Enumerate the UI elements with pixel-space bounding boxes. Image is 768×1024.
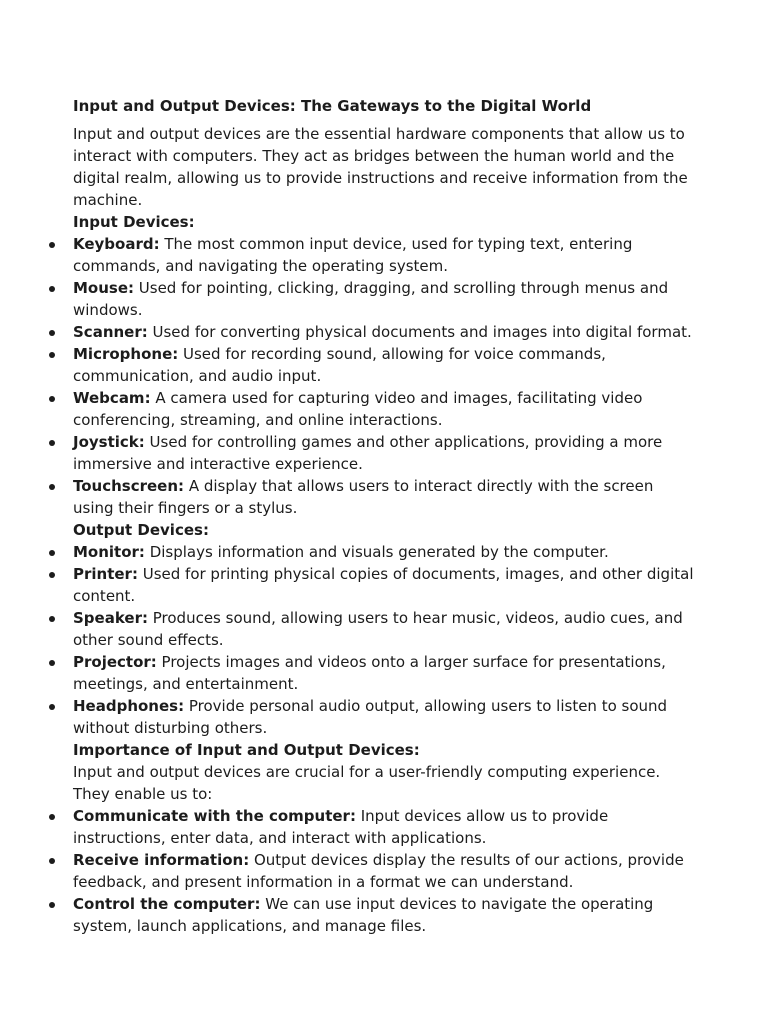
- item-term: Communicate with the computer:: [73, 807, 356, 825]
- bullet-icon: [49, 858, 55, 864]
- item-text: We can use input devices to navigate the operating system, launch applications, and manage files.: [73, 895, 654, 935]
- item-term: Monitor:: [73, 543, 145, 561]
- bullet-icon: [49, 286, 55, 292]
- input-devices-list: [73, 233, 698, 519]
- list-item: [73, 321, 698, 343]
- item-text: Used for converting physical documents and images into digital format.: [147, 323, 692, 341]
- list-item: [73, 563, 698, 607]
- item-text: Output devices display the results of our actions, provide feedback, and present information in a format we can understand.: [73, 851, 684, 891]
- list-item: [73, 541, 698, 563]
- item-term: Projector:: [73, 653, 157, 671]
- input-devices-heading: Input Devices:: [73, 213, 195, 231]
- document-title: Input and Output Devices: The Gateways to the Digital World: [73, 97, 592, 115]
- item-term: Headphones:: [73, 697, 185, 715]
- item-term: Speaker:: [73, 609, 148, 627]
- list-item: [73, 695, 698, 739]
- item-term: Control the computer:: [73, 895, 261, 913]
- list-item: [73, 277, 698, 321]
- bullet-icon: [49, 704, 55, 710]
- item-term: Scanner:: [73, 323, 148, 341]
- list-item: [73, 805, 698, 849]
- item-term: Printer:: [73, 565, 138, 583]
- item-text: Produces sound, allowing users to hear music, videos, audio cues, and other sound effects.: [73, 609, 683, 649]
- bullet-icon: [49, 484, 55, 490]
- bullet-icon: [49, 814, 55, 820]
- list-item: [73, 233, 698, 277]
- bullet-icon: [49, 330, 55, 336]
- item-term: Mouse:: [73, 279, 135, 297]
- bullet-icon: [49, 572, 55, 578]
- bullet-icon: [49, 440, 55, 446]
- item-text: Provide personal audio output, allowing users to listen to sound without disturbing others.: [73, 697, 668, 737]
- item-text: Used for printing physical copies of documents, images, and other digital content.: [73, 565, 694, 605]
- list-item: [73, 893, 698, 937]
- item-text: Input devices allow us to provide instructions, enter data, and interact with applications.: [73, 807, 609, 847]
- item-text: Displays information and visuals generated by the computer.: [144, 543, 609, 561]
- output-devices-heading: Output Devices:: [73, 521, 209, 539]
- item-text: A display that allows users to interact directly with the screen using their fingers or a stylus.: [73, 477, 654, 517]
- importance-list: [73, 805, 698, 937]
- item-term: Touchscreen:: [73, 477, 185, 495]
- bullet-icon: [49, 352, 55, 358]
- item-term: Receive information:: [73, 851, 250, 869]
- item-text: Used for pointing, clicking, dragging, and scrolling through menus and windows.: [73, 279, 669, 319]
- item-term: Keyboard:: [73, 235, 160, 253]
- item-term: Microphone:: [73, 345, 179, 363]
- list-item: [73, 651, 698, 695]
- list-item: [73, 607, 698, 651]
- item-text: Used for recording sound, allowing for voice commands, communication, and audio input.: [73, 345, 606, 385]
- item-text: A camera used for capturing video and images, facilitating video conferencing, streaming, and online interactions.: [73, 389, 643, 429]
- bullet-icon: [49, 396, 55, 402]
- item-term: Webcam:: [73, 389, 151, 407]
- bullet-icon: [49, 550, 55, 556]
- list-item: [73, 387, 698, 431]
- document-page: [73, 95, 698, 937]
- output-devices-list: [73, 541, 698, 739]
- bullet-icon: [49, 660, 55, 666]
- bullet-icon: [49, 616, 55, 622]
- list-item: [73, 849, 698, 893]
- item-text: Used for controlling games and other applications, providing a more immersive and interactive experience.: [73, 433, 663, 473]
- list-item: [73, 475, 698, 519]
- list-item: [73, 343, 698, 387]
- list-item: [73, 431, 698, 475]
- importance-intro: Input and output devices are crucial for a user-friendly computing experience. They enable us to:: [73, 763, 661, 803]
- item-term: Joystick:: [73, 433, 145, 451]
- item-text: Projects images and videos onto a larger surface for presentations, meetings, and entertainment.: [73, 653, 666, 693]
- intro-paragraph: Input and output devices are the essential hardware components that allow us to interact with computers. They act as bridges between the human world and the digital realm, allowing us to provide instructions and receive information from the machine.: [73, 125, 688, 209]
- bullet-icon: [49, 242, 55, 248]
- item-text: The most common input device, used for typing text, entering commands, and navigating the operating system.: [73, 235, 633, 275]
- importance-heading: Importance of Input and Output Devices:: [73, 741, 420, 759]
- bullet-icon: [49, 902, 55, 908]
